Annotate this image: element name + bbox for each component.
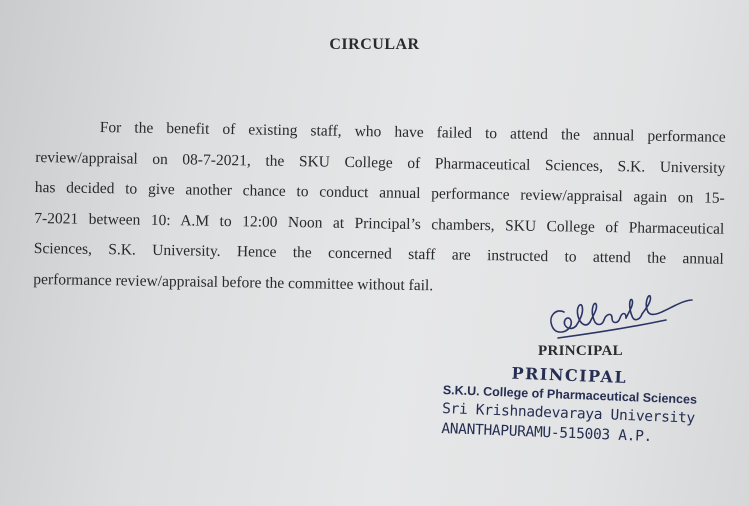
circular-body [33,112,726,306]
office-stamp [441,360,744,450]
body-line: has decided to give another chance to conduct annual performance review/appraisal again on 15- [34,178,725,207]
signature-icon [538,282,698,344]
stamp-university: Sri Krishnadevaraya University [441,400,696,427]
body-line: Sciences, S.K. University. Hence the concerned staff are instructed to attend the annual [33,239,724,268]
stamp-title: PRINCIPAL [511,363,628,388]
body-line: performance review/appraisal before the committee without fail. [33,270,434,294]
stamp-city: ANANTHAPURAMU-515003 A.P. [441,420,653,446]
body-line: review/appraisal on 08-7-2021, the SKU College of Pharmaceutical Sciences, S.K. University [35,148,726,177]
body-line: For the benefit of existing staff, who have failed to attend the annual performance [99,119,726,146]
document-heading: CIRCULAR [329,36,420,53]
stamp-college: S.K.U. College of Pharmaceutical Sciences [442,382,698,407]
signatory-title: PRINCIPAL [538,343,623,359]
body-line: 7-2021 between 10: A.M to 12:00 Noon at Principal’s chambers, SKU College of Pharmaceutical [34,209,725,238]
